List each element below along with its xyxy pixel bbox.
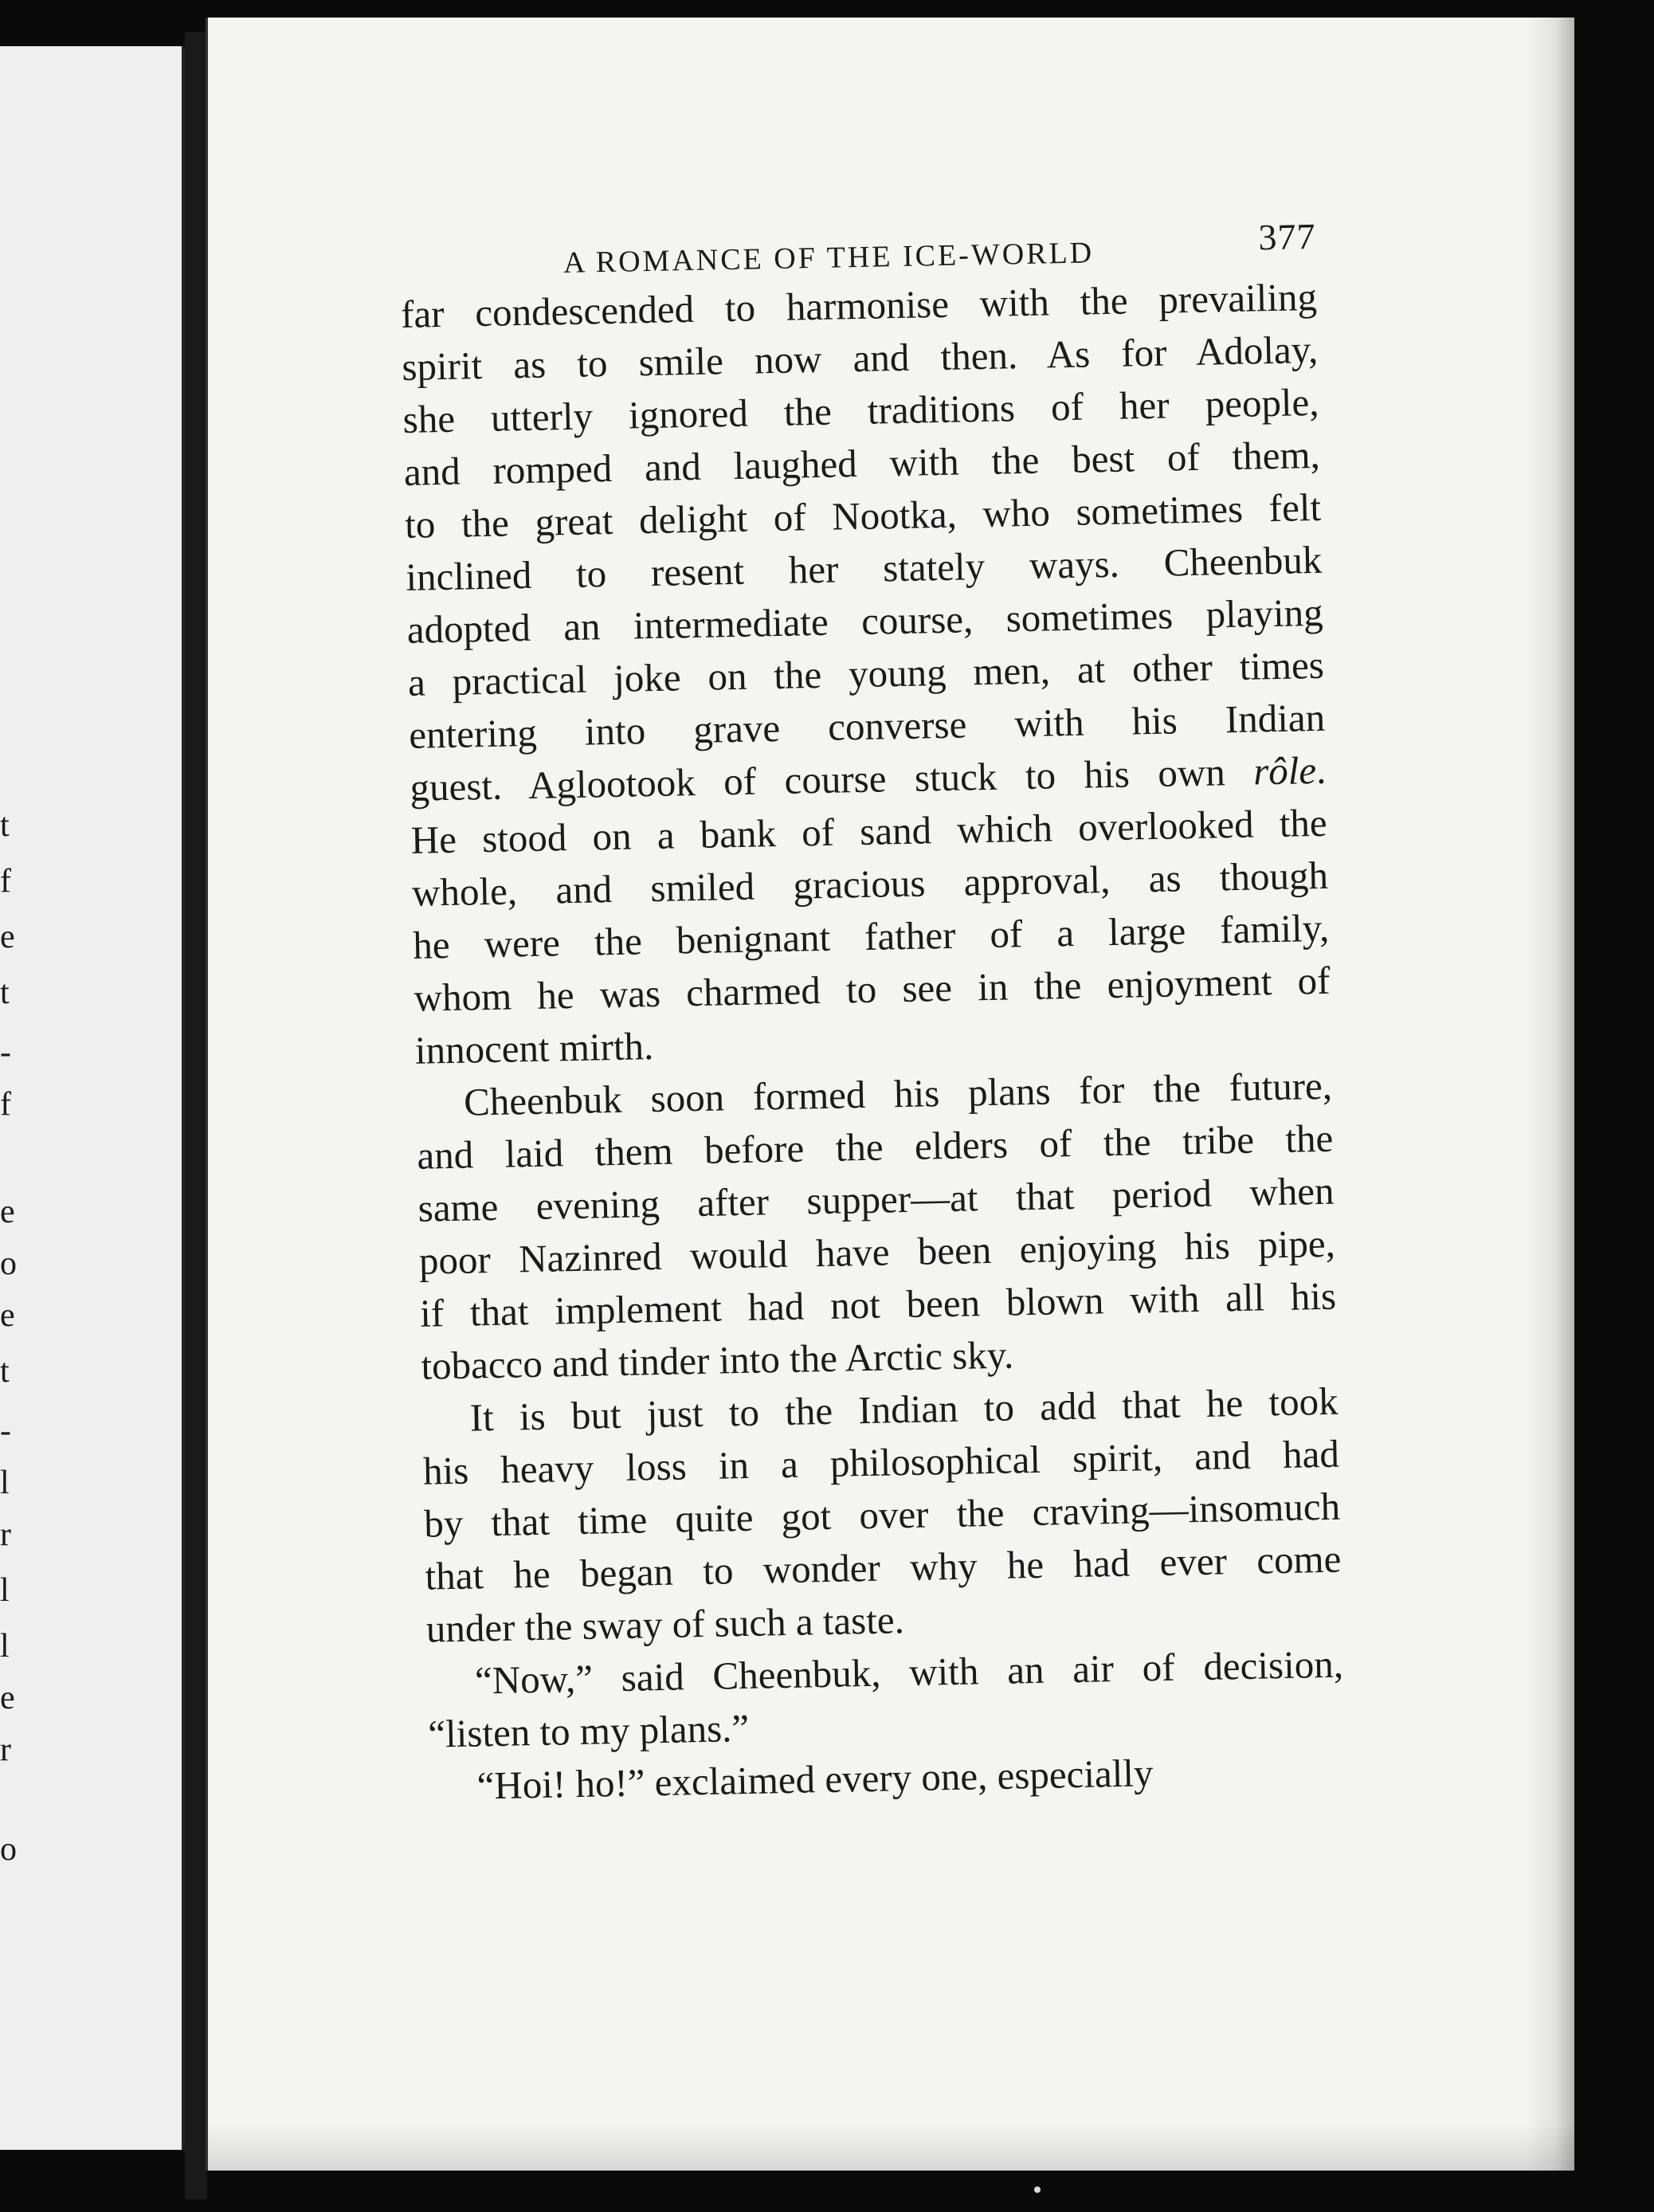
left-page-letter-fragment: l xyxy=(0,1466,10,1500)
left-page-letter-fragment: e xyxy=(0,1299,15,1332)
right-page xyxy=(206,18,1574,2171)
text-line: a practical joke on the young men, at other times xyxy=(407,642,1325,704)
text-line: poor Nazinred would have been enjoying his pipe, xyxy=(418,1221,1336,1283)
text-line: “Now,” said Cheenbuk, with an air of decision, xyxy=(474,1641,1344,1703)
text-line: that he began to wonder why he had ever come xyxy=(425,1536,1342,1598)
page-edge-shadow xyxy=(1527,18,1574,2171)
text-line: she utterly ignored the traditions of her people, xyxy=(402,379,1320,441)
scan-speck xyxy=(1034,2187,1041,2193)
body-text xyxy=(401,271,1346,1814)
text-line: He stood on a bank of sand which overlooked the xyxy=(410,800,1328,862)
left-page-letter-fragment: l xyxy=(0,1574,10,1607)
text-line: adopted an intermediate course, sometimes playing xyxy=(406,590,1324,652)
left-page-letter-fragment: o xyxy=(0,1247,17,1281)
left-page-letter-fragment: t xyxy=(0,809,10,842)
text-line: whom he was charmed to see in the enjoyment of xyxy=(414,958,1331,1020)
text-line: spirit as to smile now and then. As for Adolay, xyxy=(401,327,1319,389)
left-page-letter-fragment: r xyxy=(0,1518,11,1551)
text-line: and romped and laughed with the best of them, xyxy=(403,432,1321,494)
page-text-block xyxy=(399,207,1346,1814)
left-page-letter-fragment: e xyxy=(0,920,15,954)
left-page-letter-fragment: r xyxy=(0,1733,11,1767)
text-line: and laid them before the elders of the tribe the xyxy=(416,1116,1334,1178)
left-page-letter-fragment: - xyxy=(0,1414,11,1448)
left-page-letter-fragment: e xyxy=(0,1681,15,1715)
text-line: It is but just to the Indian to add that he took xyxy=(469,1379,1339,1440)
text-line: to the great delight of Nootka, who sometimes felt xyxy=(404,484,1322,547)
text-line: under the sway of such a taste. xyxy=(425,1598,905,1651)
text-line: tobacco and tinder into the Arctic sky. xyxy=(420,1332,1014,1388)
left-page-letter-fragment: o xyxy=(0,1833,17,1866)
left-page-letter-fragment: l xyxy=(0,1630,10,1663)
text-line: innocent mirth. xyxy=(414,1024,654,1073)
text-line: his heavy loss in a philosophical spirit, and had xyxy=(422,1431,1340,1493)
left-page-letter-fragment: t xyxy=(0,976,10,1010)
running-head-title: A ROMANCE OF THE ICE-WORLD xyxy=(562,236,1095,280)
text-line: he were the benignant father of a large family, xyxy=(412,905,1330,967)
page-number: 377 xyxy=(1258,215,1316,258)
text-line: Cheenbuk soon formed his plans for the future, xyxy=(463,1063,1333,1124)
text-line: whole, and smiled gracious approval, as though xyxy=(411,853,1329,915)
text-line: if that implement had not been blown with all his xyxy=(419,1273,1337,1335)
text-line: guest. Aglootook of course stuck to his own rôle. xyxy=(410,747,1327,810)
left-page-letter-fragment: f xyxy=(0,1088,11,1121)
text-line: “listen to my plans.” xyxy=(427,1705,750,1756)
book-gutter xyxy=(185,32,207,2199)
left-page-letter-fragment: t xyxy=(0,1355,10,1388)
text-line: entering into grave converse with his Indian xyxy=(408,695,1326,757)
left-page-letter-fragment: f xyxy=(0,865,11,898)
text-line: same evening after supper—at that period when xyxy=(417,1168,1335,1230)
left-page-edge xyxy=(0,46,185,2150)
text-line: far condescended to harmonise with the prevailing xyxy=(400,274,1318,336)
page-bottom-shadow xyxy=(208,2123,1574,2171)
left-page-letter-fragment: - xyxy=(0,1036,11,1069)
italic-word: rôle xyxy=(1252,748,1317,794)
text-line: by that time quite got over the craving—insomuch xyxy=(423,1484,1341,1546)
text-line: inclined to resent her stately ways. Cheenbuk xyxy=(405,537,1323,599)
left-page-letter-fragment: e xyxy=(0,1195,15,1229)
text-line: “Hoi! ho!” exclaimed every one, especially xyxy=(476,1751,1154,1808)
